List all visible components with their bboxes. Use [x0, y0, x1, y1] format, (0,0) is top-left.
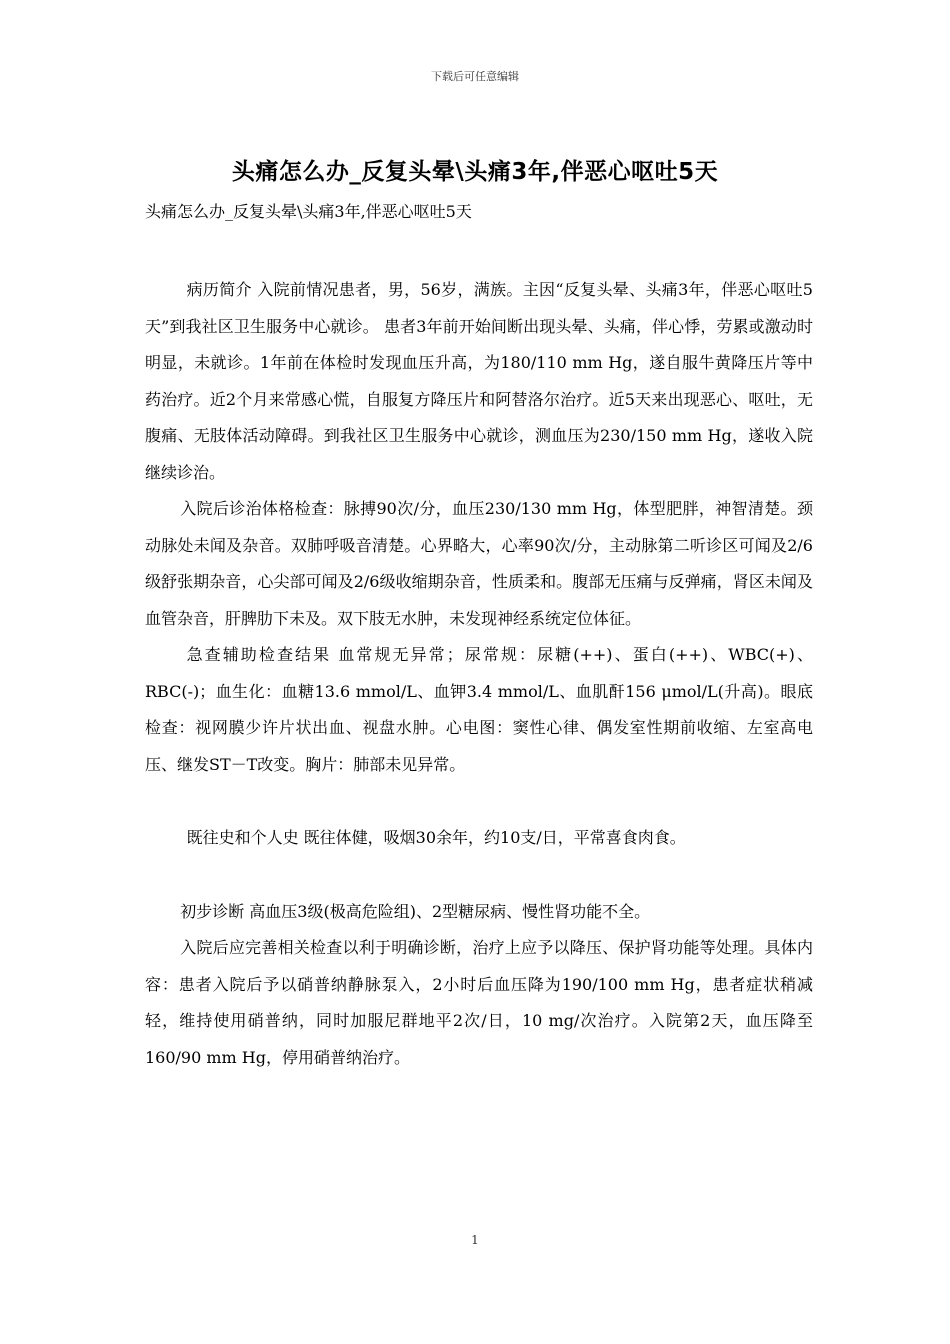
header-note: 下载后可任意编辑: [431, 70, 519, 83]
page-number: 1: [471, 1233, 479, 1247]
paragraph-lab: 急查辅助检查结果 血常规无异常；尿常规：尿糖(++)、蛋白(++)、WBC(+)、RBC(-)；血生化：血糖13.6 mmol/L、血钾3.4 mmol/L、血肌酐156 μmol/L(升高)。眼底检查：视网膜少许片状出血、视盘水肿。心电图：窦性心律、偶发室性期前收缩、左室高电压、继发ST－T改变。胸片：肺部未见异常。: [145, 645, 813, 774]
paragraph-treatment: 入院后应完善相关检查以利于明确诊断，治疗上应予以降压、保护肾功能等处理。具体内容：患者入院后予以硝普纳静脉泵入，2小时后血压降为190/100 mm Hg，患者症状稍减轻，维持使用硝普纳，同时加服尼群地平2次/日，10 mg/次治疗。入院第2天，血压降至160/90 mm Hg，停用硝普纳治疗。: [145, 938, 813, 1067]
paragraph-exam: 入院后诊治体格检查：脉搏90次/分，血压230/130 mm Hg，体型肥胖，神智清楚。颈动脉处未闻及杂音。双肺呼吸音清楚。心界略大，心率90次/分，主动脉第二听诊区可闻及2/6级舒张期杂音，心尖部可闻及2/6级收缩期杂音，性质柔和。腹部无压痛与反弹痛，肾区未闻及血管杂音，肝脾肋下未及。双下肢无水肿，未发现神经系统定位体征。: [145, 499, 813, 628]
document-body: [145, 272, 813, 1076]
paragraph-past-history: 既往史和个人史 既往体健，吸烟30余年，约10支/日，平常喜食肉食。: [186, 828, 686, 847]
paragraph-history: 病历简介 入院前情况患者，男，56岁，满族。主因“反复头晕、头痛3年，伴恶心呕吐5天”到我社区卫生服务中心就诊。 患者3年前开始间断出现头晕、头痛，伴心悸，劳累或激动时明显，未就诊。1年前在体检时发现血压升高，为180/110 mm Hg，遂自服牛黄降压片等中药治疗。近2个月来常感心慌，自服复方降压片和阿替洛尔治疗。近5天来出现恶心、呕吐，无腹痛、无肢体活动障碍。到我社区卫生服务中心就诊，测血压为230/150 mm Hg，遂收入院继续诊治。: [145, 280, 813, 482]
page-title: 头痛怎么办_反复头晕\头痛3年,伴恶心呕吐5天: [231, 159, 719, 185]
subtitle: 头痛怎么办_反复头晕\头痛3年,伴恶心呕吐5天: [145, 202, 472, 221]
paragraph-diagnosis: 初步诊断 高血压3级(极高危险组)、2型糖尿病、慢性肾功能不全。: [180, 901, 651, 921]
